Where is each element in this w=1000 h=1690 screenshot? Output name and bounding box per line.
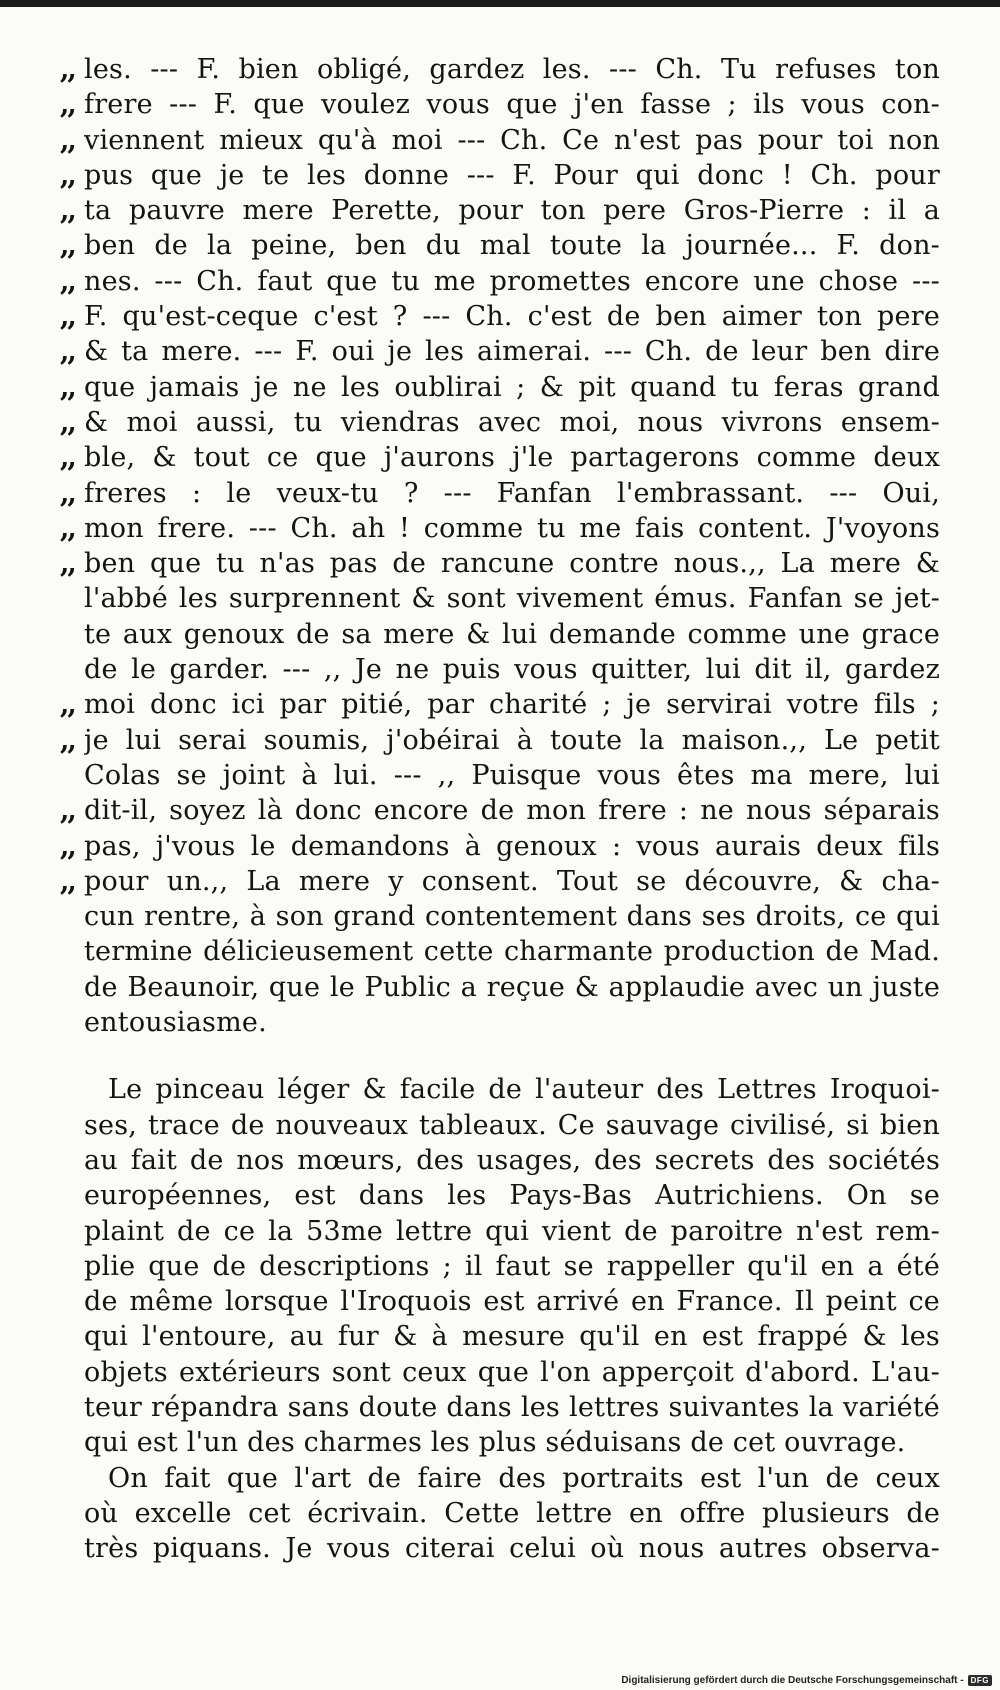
quote-guillemet: ,, — [60, 830, 75, 862]
text-line — [60, 1178, 940, 1213]
quote-guillemet: ,, — [60, 195, 75, 227]
line-text: ta pauvre mere Perette, pour ton pere Gros-Pierre : il a — [84, 195, 940, 227]
dfg-logo: DFG — [968, 1675, 992, 1686]
line-text: ble, & tout ce que j'aurons j'le partagerons comme deux — [84, 442, 940, 474]
text-line — [60, 581, 940, 616]
text-line — [60, 370, 940, 405]
text-line — [60, 934, 940, 969]
line-text: plaint de ce la 53me lettre qui vient de paroitre n'est rem- — [84, 1215, 940, 1247]
text-line — [60, 228, 940, 263]
text-line — [60, 829, 940, 864]
quote-guillemet: ,, — [60, 265, 75, 297]
text-line — [60, 299, 940, 334]
text-line — [60, 405, 940, 440]
line-text: pas, j'vous le demandons à genoux : vous aurais deux fils — [84, 830, 940, 862]
line-text: te aux genoux de sa mere & lui demande comme une grace — [84, 618, 940, 650]
line-text: qui l'entoure, au fur & à mesure qu'il en est frappé & les — [84, 1321, 940, 1353]
text-line — [60, 264, 940, 299]
text-line — [60, 546, 940, 581]
line-text: frere --- F. que voulez vous que j'en fasse ; ils vous con- — [84, 89, 940, 121]
text-line — [60, 1214, 940, 1249]
quote-guillemet: ,, — [60, 159, 75, 191]
line-text: freres : le veux-tu ? --- Fanfan l'embrassant. --- Oui, — [84, 477, 940, 509]
quote-guillemet: ,, — [60, 336, 75, 368]
text-line — [60, 1425, 940, 1460]
quote-guillemet: ,, — [60, 124, 75, 156]
line-text: On fait que l'art de faire des portraits est l'un de ceux — [108, 1462, 940, 1494]
text-line — [60, 334, 940, 369]
text-line — [60, 687, 940, 722]
body-text — [60, 52, 940, 1566]
line-text: pus que je te les donne --- F. Pour qui donc ! Ch. pour — [84, 159, 940, 191]
text-line — [60, 758, 940, 793]
text-line — [60, 864, 940, 899]
line-text: objets extérieurs sont ceux que l'on apperçoit d'abord. L'au- — [84, 1356, 940, 1388]
line-text: l'abbé les surprennent & sont vivement émus. Fanfan se jet- — [84, 583, 940, 615]
line-text: pour un.,, La mere y consent. Tout se découvre, & cha- — [84, 865, 940, 897]
quote-guillemet: ,, — [60, 371, 75, 403]
text-line — [60, 1108, 940, 1143]
line-text: européennes, est dans les Pays-Bas Autrichiens. On se — [84, 1180, 940, 1212]
text-line — [60, 87, 940, 122]
line-text: entousiasme. — [84, 1007, 267, 1039]
line-text: ben que tu n'as pas de rancune contre nous.,, La mere & — [84, 548, 940, 580]
quote-guillemet: ,, — [60, 301, 75, 333]
line-text: de Beaunoir, que le Public a reçue & applaudie avec un juste — [84, 971, 940, 1003]
line-text: Colas se joint à lui. --- ,, Puisque vous êtes ma mere, lui — [84, 759, 940, 791]
text-line — [60, 476, 940, 511]
text-line — [60, 1319, 940, 1354]
quote-guillemet: ,, — [60, 724, 75, 756]
text-line — [60, 652, 940, 687]
line-text: ben de la peine, ben du mal toute la journée... F. don- — [84, 230, 940, 262]
paragraph-portraits — [60, 1461, 940, 1567]
line-text: cun rentre, à son grand contentement dans ses droits, ce qui — [84, 901, 940, 933]
line-text: plie que de descriptions ; il faut se rappeller qu'il en a été — [84, 1250, 940, 1282]
quote-guillemet: ,, — [60, 512, 75, 544]
text-line — [60, 1390, 940, 1425]
quote-guillemet: ,, — [60, 795, 75, 827]
line-text: très piquans. Je vous citerai celui où nous autres observa- — [84, 1533, 940, 1565]
quote-guillemet: ,, — [60, 406, 75, 438]
text-line — [60, 1005, 940, 1040]
quote-guillemet: ,, — [60, 477, 75, 509]
quote-guillemet: ,, — [60, 689, 75, 721]
line-text: de même lorsque l'Iroquois est arrivé en France. Il peint ce — [84, 1286, 940, 1318]
top-border-rule — [0, 0, 1000, 7]
paragraph-gap — [60, 1040, 940, 1072]
footer-credit-text: Digitalisierung gefördert durch die Deutsche Forschungsgemeinschaft - — [621, 1675, 964, 1686]
quote-guillemet: ,, — [60, 865, 75, 897]
text-line — [60, 899, 940, 934]
line-text: je lui serai soumis, j'obéirai à toute la maison.,, Le petit — [84, 724, 940, 756]
line-text: nes. --- Ch. faut que tu me promettes encore une chose --- — [84, 265, 940, 297]
line-text: que jamais je ne les oublirai ; & pit quand tu feras grand — [84, 371, 940, 403]
paragraph-lettres-iroquoises — [60, 1072, 940, 1460]
line-text: moi donc ici par pitié, par charité ; je servirai votre fils ; — [84, 689, 940, 721]
line-text: teur répandra sans doute dans les lettres suivantes la variété — [84, 1391, 940, 1423]
text-line — [60, 617, 940, 652]
line-text: mon frere. --- Ch. ah ! comme tu me fais content. J'voyons — [84, 512, 940, 544]
quote-guillemet: ,, — [60, 54, 75, 85]
line-text: ses, trace de nouveaux tableaux. Ce sauvage civilisé, si bien — [84, 1109, 940, 1141]
paragraph-dialogue — [60, 52, 940, 1040]
text-line — [60, 1143, 940, 1178]
text-line — [60, 52, 940, 87]
quote-guillemet: ,, — [60, 89, 75, 121]
text-line — [60, 1531, 940, 1566]
line-text: dit-il, soyez là donc encore de mon frere : ne nous séparais — [84, 795, 940, 827]
line-text: & moi aussi, tu viendras avec moi, nous vivrons ensem- — [84, 406, 940, 438]
line-text: les. --- F. bien obligé, gardez les. --- Ch. Tu refuses ton — [84, 54, 940, 85]
line-text: viennent mieux qu'à moi --- Ch. Ce n'est pas pour toi non — [84, 124, 940, 156]
text-line — [60, 970, 940, 1005]
text-line — [60, 1355, 940, 1390]
text-line — [60, 158, 940, 193]
line-text: de le garder. --- ,, Je ne puis vous quitter, lui dit il, gardez — [84, 654, 940, 686]
digitization-footer — [621, 1675, 992, 1686]
quote-guillemet: ,, — [60, 230, 75, 262]
text-line — [60, 1496, 940, 1531]
text-line — [60, 1284, 940, 1319]
text-line — [60, 511, 940, 546]
line-text: termine délicieusement cette charmante production de Mad. — [84, 936, 940, 968]
text-line — [60, 1249, 940, 1284]
line-text: au fait de nos mœurs, des usages, des secrets des sociétés — [84, 1144, 940, 1176]
text-line — [60, 123, 940, 158]
text-line — [60, 793, 940, 828]
line-text: Le pinceau léger & facile de l'auteur des Lettres Iroquoi- — [108, 1074, 940, 1106]
line-text: F. qu'est-ceque c'est ? --- Ch. c'est de ben aimer ton pere — [84, 301, 940, 333]
line-text: où excelle cet écrivain. Cette lettre en offre plusieurs de — [84, 1497, 940, 1529]
line-text: qui est l'un des charmes les plus séduisans de cet ouvrage. — [84, 1427, 906, 1459]
text-line — [60, 440, 940, 475]
quote-guillemet: ,, — [60, 548, 75, 580]
line-text: & ta mere. --- F. oui je les aimerai. --- Ch. de leur ben dire — [84, 336, 940, 368]
quote-guillemet: ,, — [60, 442, 75, 474]
text-line — [60, 723, 940, 758]
text-line — [60, 1461, 940, 1496]
text-line — [60, 193, 940, 228]
text-line — [60, 1072, 940, 1107]
